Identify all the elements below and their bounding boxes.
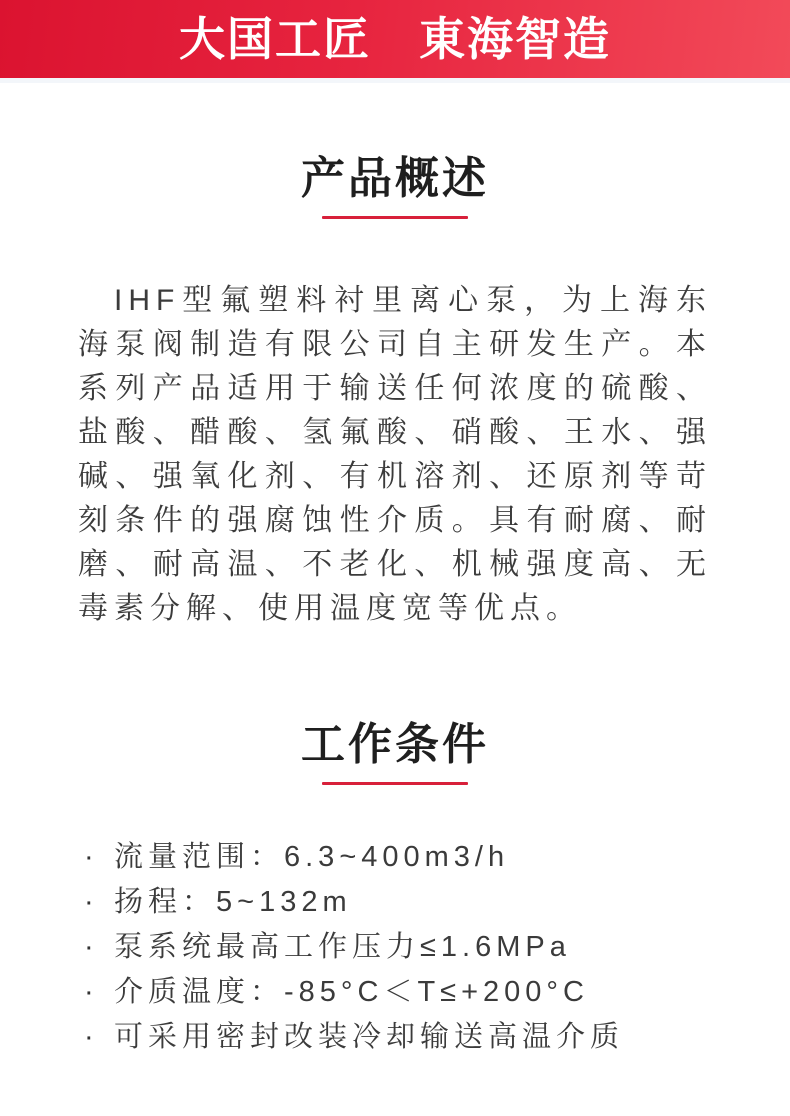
- header-banner: [0, 0, 790, 78]
- condition-item-head: [84, 880, 730, 925]
- bullet-dot-icon: ·: [84, 886, 99, 918]
- bullet-dot-icon: ·: [84, 1021, 99, 1053]
- overview-title-underline: [322, 216, 468, 219]
- overview-heading: [0, 154, 790, 219]
- condition-item-flow-range: [84, 835, 730, 880]
- overview-section: [0, 154, 790, 631]
- condition-item-text: 流量范围：6.3~400m3/h: [114, 841, 510, 873]
- overview-title: 产品概述: [301, 154, 489, 203]
- bullet-dot-icon: ·: [84, 841, 99, 873]
- condition-item-text: 可采用密封改装冷却输送高温介质: [114, 1021, 625, 1053]
- working-conditions-title: 工作条件: [301, 720, 489, 769]
- working-conditions-section: [0, 720, 790, 1060]
- condition-item-text: 介质温度：-85°C＜T≤+200°C: [114, 976, 589, 1008]
- condition-item-text: 扬程：5~132m: [114, 886, 352, 918]
- working-conditions-title-underline: [322, 782, 468, 785]
- working-conditions-list: [0, 835, 790, 1060]
- overview-paragraph: IHF型氟塑料衬里离心泵，为上海东海泵阀制造有限公司自主研发生产。本系列产品适用于输送任何浓度的硫酸、盐酸、醋酸、氢氟酸、硝酸、王水、强碱、强氧化剂、有机溶剂、还原剂等苛刻条件的强腐蚀性介质。具有耐腐、耐磨、耐高温、不老化、机械强度高、无毒素分解、使用温度宽等优点。: [78, 284, 712, 625]
- banner-title: 大国工匠 東海智造: [179, 13, 611, 65]
- condition-item-medium-temperature: [84, 970, 730, 1015]
- condition-item-max-pressure: [84, 925, 730, 970]
- condition-item-seal-cooling: [84, 1015, 730, 1060]
- working-conditions-heading: [0, 720, 790, 785]
- banner-bottom-edge: [0, 78, 790, 83]
- bullet-dot-icon: ·: [84, 931, 99, 963]
- bullet-dot-icon: ·: [84, 976, 99, 1008]
- condition-item-text: 泵系统最高工作压力≤1.6MPa: [114, 931, 571, 963]
